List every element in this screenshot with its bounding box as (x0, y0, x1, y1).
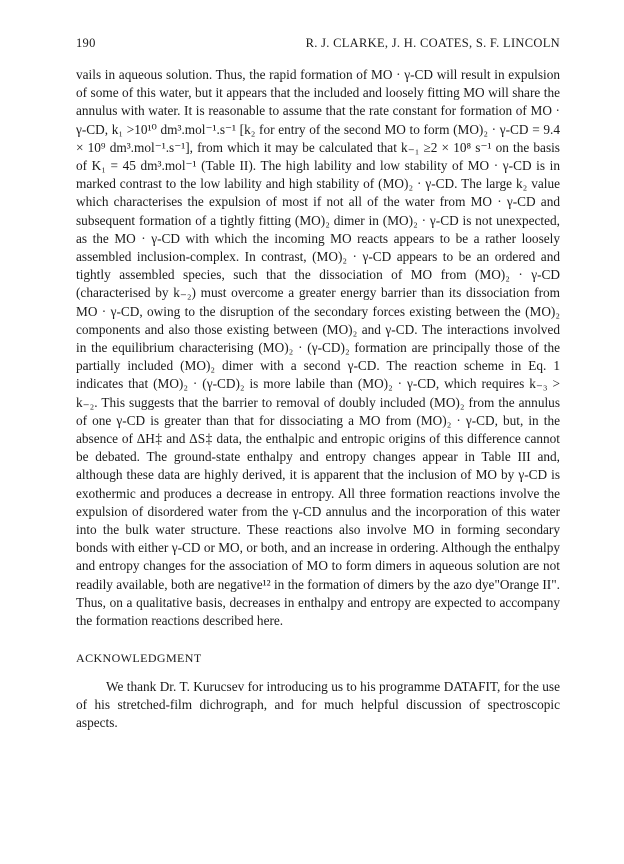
acknowledgment-heading: ACKNOWLEDGMENT (76, 651, 202, 665)
acknowledgment-paragraph: We thank Dr. T. Kurucsev for introducing us to his programme DATAFIT, for the use of his stretched-film dichrograph, and for much helpful discussion of spectroscopic aspects. (76, 679, 560, 731)
page-number: 190 (76, 36, 96, 50)
body-paragraph: vails in aqueous solution. Thus, the rapid formation of MO · γ-CD will result in expulsion of some of this water, but it appears that the included and loosely fitting MO will share the annulus with water. It is reasonable to assume that the rate constant for formation of MO · γ-CD, k₁ >10¹⁰ dm³.mol⁻¹.s⁻¹ [k₂ for entry of the second MO to form (MO)₂ · γ-CD = 9.4 × 10⁹ dm³.mol⁻¹.s⁻¹], from which it may be calculated that k₋₁ ≥2 × 10⁸ s⁻¹ on the basis of K₁ = 45 dm³.mol⁻¹ (Table II). The high lability and low stability of MO · γ-CD is in marked contrast to the low lability and high stability of (MO)₂ · γ-CD. The large k₂ value which characterises the expulsion of most if not all of the water from MO · γ-CD and subsequent formation of a tightly fitting (MO)₂ dimer in (MO)₂ · γ-CD is not unexpected, as the MO · γ-CD with which the incoming MO reacts appears to be a rather loosely assembled inclusion-complex. In contrast, (MO)₂ · γ-CD appears to be an ordered and tightly assembled species, such that the dissociation of MO from (MO)₂ · γ-CD (characterised by k₋₂) must overcome a greater energy barrier than its dissociation from MO · γ-CD, owing to the disruption of the secondary forces existing between the (MO)₂ components and also those existing between (MO)₂ and γ-CD. The interactions involved in the equilibrium characterising (MO)₂ · (γ-CD)₂ formation are principally those of the partially included (MO)₂ dimer with a second γ-CD. The reaction scheme in Eq. 1 indicates that (MO)₂ · (γ-CD)₂ is more labile than (MO)₂ · γ-CD, which requires k₋₃ > k₋₂. This suggests that the barrier to removal of doubly included (MO)₂ from the annulus of one γ-CD is greater than that for dissociating a MO from (MO)₂ · γ-CD, but, in the absence of ΔH‡ and ΔS‡ data, the enthalpic and entropic origins of this difference cannot be debated. The ground-state enthalpy and entropy changes appear in Table III and, although these data are highly derived, it is apparent that the inclusion of MO by γ-CD is exothermic and produces a decrease in entropy. All three formation reactions involve the expulsion of disordered water from the γ-CD annulus and the incorporation of this water into the bulk water structure. These reactions also involve MO in forming secondary bonds with either γ-CD or MO, or both, and an increase in ordering. Although the enthalpy and entropy changes for the association of MO to form dimers in aqueous solution are not readily available, both are negative¹² in the formation of dimers by the azo dye"Orange II". Thus, on a qualitative basis, decreases in enthalpy and entropy are expected to accompany the formation reactions described here. (76, 67, 560, 629)
running-title-authors: R. J. CLARKE, J. H. COATES, S. F. LINCOLN (305, 36, 560, 50)
